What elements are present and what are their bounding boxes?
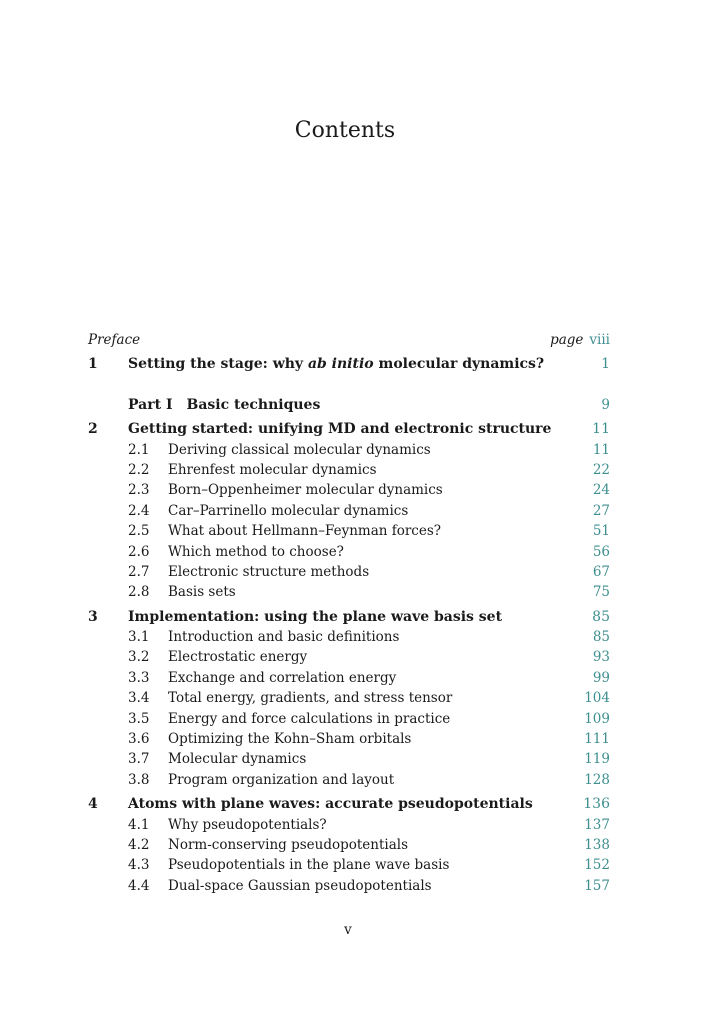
chapter-number: 4 bbox=[88, 796, 98, 813]
section-title: Program organization and layout bbox=[168, 771, 395, 788]
chapter-list bbox=[88, 419, 610, 896]
section-number: 3.5 bbox=[128, 710, 150, 727]
section-title: Introduction and basic definitions bbox=[168, 629, 400, 646]
section-page: 85 bbox=[592, 629, 610, 646]
toc-entry-section-4-2[interactable] bbox=[88, 835, 610, 855]
toc-entry-chapter-1[interactable] bbox=[88, 354, 610, 374]
chapter-page: 85 bbox=[592, 608, 610, 625]
toc-entry-section-3-1[interactable] bbox=[88, 627, 610, 647]
chapter-title: Atoms with plane waves: accurate pseudopotentials bbox=[128, 796, 533, 813]
chapter-number: 2 bbox=[88, 421, 98, 438]
section-page: 109 bbox=[584, 710, 610, 727]
section-page: 104 bbox=[584, 690, 610, 707]
section-title: Electrostatic energy bbox=[168, 649, 308, 666]
table-of-contents bbox=[88, 330, 610, 896]
section-number: 3.4 bbox=[128, 690, 150, 707]
toc-entry-section-3-5[interactable] bbox=[88, 709, 610, 729]
chapter-page: 1 bbox=[601, 356, 610, 373]
toc-entry-chapter-3[interactable] bbox=[88, 607, 610, 627]
toc-entry-section-2-4[interactable] bbox=[88, 501, 610, 521]
toc-entry-section-3-8[interactable] bbox=[88, 770, 610, 790]
chapter-title: Getting started: unifying MD and electronic structure bbox=[128, 421, 552, 438]
chapter-page: 11 bbox=[592, 421, 610, 438]
section-page: 27 bbox=[592, 502, 610, 519]
chapter-number: 1 bbox=[88, 356, 98, 373]
section-number: 2.1 bbox=[128, 441, 150, 458]
section-number: 2.2 bbox=[128, 461, 150, 478]
section-number: 3.7 bbox=[128, 751, 150, 768]
section-number: 3.8 bbox=[128, 771, 150, 788]
page-title: Contents bbox=[294, 118, 396, 143]
toc-entry-section-2-6[interactable] bbox=[88, 542, 610, 562]
section-page: 128 bbox=[584, 771, 610, 788]
section-title: Exchange and correlation energy bbox=[168, 669, 397, 686]
section-title: Optimizing the Kohn–Sham orbitals bbox=[168, 731, 412, 748]
section-title: Pseudopotentials in the plane wave basis bbox=[168, 857, 450, 874]
section-title: Deriving classical molecular dynamics bbox=[168, 441, 431, 458]
section-title: Why pseudopotentials? bbox=[168, 816, 327, 833]
section-title: Which method to choose? bbox=[168, 543, 344, 560]
section-number: 3.2 bbox=[128, 649, 150, 666]
section-number: 3.6 bbox=[128, 731, 150, 748]
section-page: 157 bbox=[584, 877, 610, 894]
section-number: 4.4 bbox=[128, 877, 150, 894]
section-number: 4.3 bbox=[128, 857, 150, 874]
part-title: Part I Basic techniques bbox=[128, 396, 321, 413]
toc-entry-section-2-5[interactable] bbox=[88, 521, 610, 541]
entry-page bbox=[550, 330, 610, 350]
section-page: 137 bbox=[584, 816, 610, 833]
section-number: 4.1 bbox=[128, 816, 150, 833]
section-title: Total energy, gradients, and stress tensor bbox=[168, 690, 453, 707]
toc-entry-section-4-3[interactable] bbox=[88, 855, 610, 875]
toc-entry-section-2-3[interactable] bbox=[88, 480, 610, 500]
chapter-title: Implementation: using the plane wave basis set bbox=[128, 608, 503, 625]
section-page: 119 bbox=[584, 751, 610, 768]
section-title: Born–Oppenheimer molecular dynamics bbox=[168, 482, 443, 499]
section-page: 93 bbox=[592, 649, 610, 666]
section-title: What about Hellmann–Feynman forces? bbox=[168, 523, 442, 540]
section-title: Molecular dynamics bbox=[168, 751, 307, 768]
section-title: Electronic structure methods bbox=[168, 563, 370, 580]
section-page: 56 bbox=[592, 543, 610, 560]
section-number: 2.5 bbox=[128, 523, 150, 540]
toc-entry-section-4-1[interactable] bbox=[88, 815, 610, 835]
chapter-title-italic: ab initio bbox=[307, 356, 374, 373]
section-page: 138 bbox=[584, 836, 610, 853]
toc-entry-section-2-8[interactable] bbox=[88, 582, 610, 602]
section-title: Norm-conserving pseudopotentials bbox=[168, 836, 409, 853]
section-title: Ehrenfest molecular dynamics bbox=[168, 461, 377, 478]
toc-entry-section-2-1[interactable] bbox=[88, 440, 610, 460]
part-page: 9 bbox=[601, 396, 610, 413]
section-title: Energy and force calculations in practice bbox=[168, 710, 451, 727]
section-page: 24 bbox=[592, 482, 610, 499]
page-number: viii bbox=[589, 332, 610, 348]
section-page: 99 bbox=[592, 669, 610, 686]
section-number: 3.1 bbox=[128, 629, 150, 646]
section-number: 3.3 bbox=[128, 669, 150, 686]
toc-entry-chapter-2[interactable] bbox=[88, 419, 610, 439]
section-title: Basis sets bbox=[168, 584, 236, 601]
toc-entry-part-1[interactable] bbox=[88, 395, 610, 415]
toc-entry-section-3-4[interactable] bbox=[88, 688, 610, 708]
section-number: 4.2 bbox=[128, 836, 150, 853]
chapter-title: Setting the stage: why ab initio molecular dynamics? bbox=[128, 356, 545, 373]
section-number: 2.8 bbox=[128, 584, 150, 601]
toc-entry-section-2-7[interactable] bbox=[88, 562, 610, 582]
section-page: 11 bbox=[592, 441, 610, 458]
section-number: 2.4 bbox=[128, 502, 150, 519]
section-page: 51 bbox=[592, 523, 610, 540]
page-prefix: page bbox=[550, 332, 584, 348]
toc-entry-chapter-4[interactable] bbox=[88, 794, 610, 814]
section-page: 111 bbox=[584, 731, 610, 748]
toc-entry-section-4-4[interactable] bbox=[88, 876, 610, 896]
chapter-page: 136 bbox=[583, 796, 610, 813]
toc-entry-section-3-6[interactable] bbox=[88, 729, 610, 749]
section-number: 2.7 bbox=[128, 563, 150, 580]
section-page: 75 bbox=[592, 584, 610, 601]
section-page: 152 bbox=[584, 857, 610, 874]
entry-title: Preface bbox=[88, 332, 141, 348]
toc-entry-section-2-2[interactable] bbox=[88, 460, 610, 480]
page-folio: v bbox=[344, 922, 352, 938]
section-number: 2.3 bbox=[128, 482, 150, 499]
toc-entry-section-3-7[interactable] bbox=[88, 749, 610, 769]
section-title: Car–Parrinello molecular dynamics bbox=[168, 502, 409, 519]
section-page: 22 bbox=[592, 461, 610, 478]
section-title: Dual-space Gaussian pseudopotentials bbox=[168, 877, 432, 894]
chapter-number: 3 bbox=[88, 608, 98, 625]
section-page: 67 bbox=[592, 563, 610, 580]
toc-entry-preface[interactable] bbox=[88, 330, 610, 350]
toc-entry-section-3-2[interactable] bbox=[88, 647, 610, 667]
toc-entry-section-3-3[interactable] bbox=[88, 668, 610, 688]
section-number: 2.6 bbox=[128, 543, 150, 560]
